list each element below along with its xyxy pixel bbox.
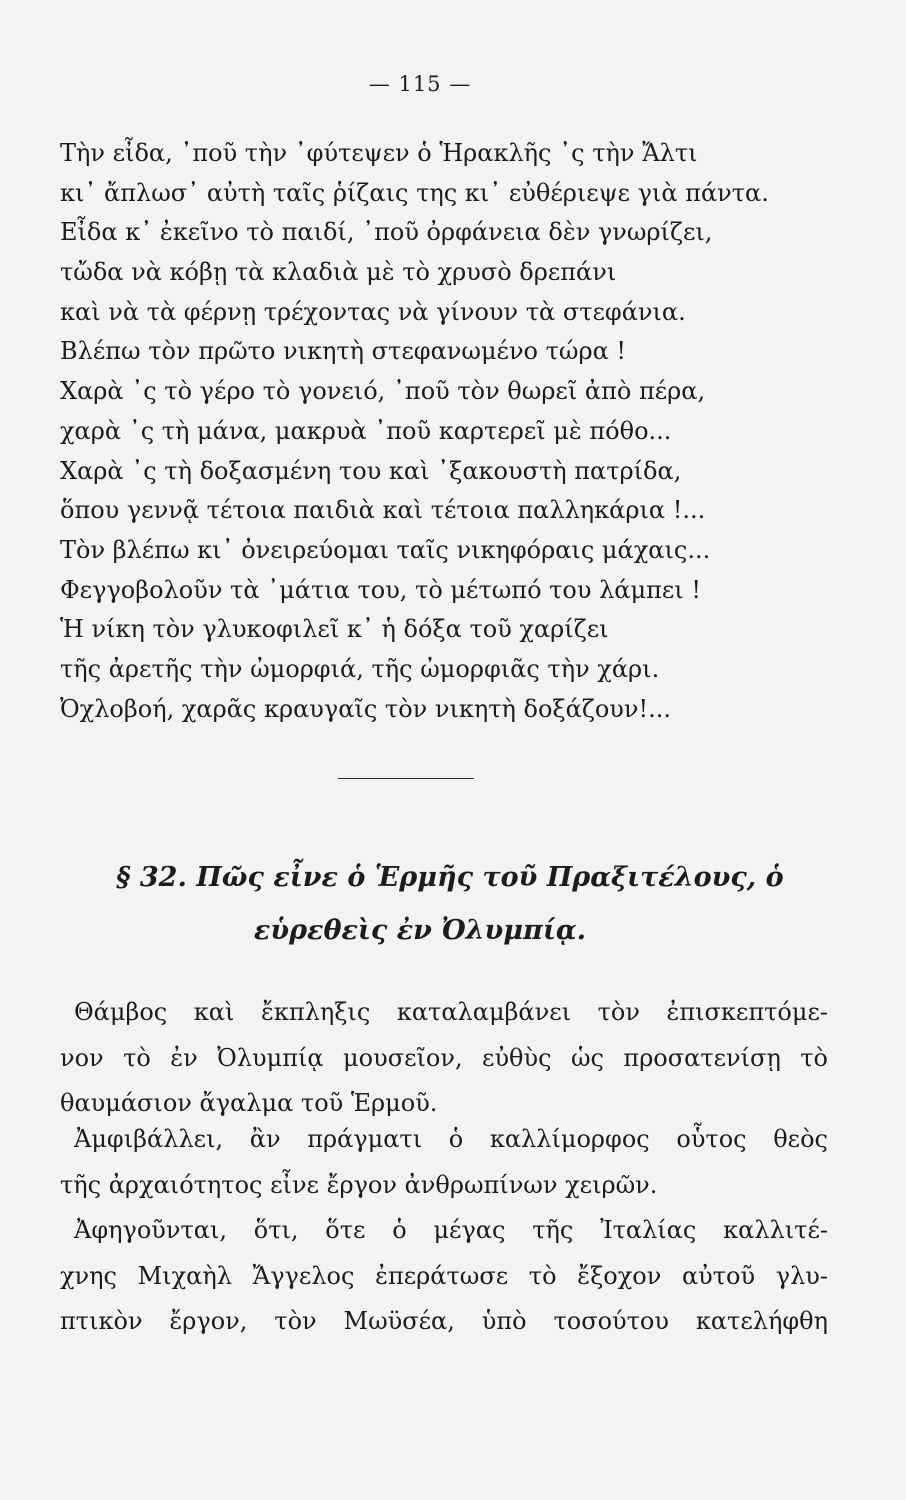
poem-line: Τὴν εἶδα, ᾽ποῦ τὴν ᾽φύτεψεν ὁ Ἡρακλῆς ᾽ς τὴν Ἄλτι: [60, 139, 698, 167]
paragraph: [60, 990, 828, 1127]
poem-line: Χαρὰ ᾽ς τὴ δοξασμένη του καὶ ᾽ξακουστὴ πατρίδα,: [60, 456, 682, 485]
paragraph: [60, 1208, 828, 1345]
section-heading: § 32. Πῶς εἶνε ὁ Ἑρμῆς τοῦ Πραξιτέλους, ὁ: [116, 862, 784, 893]
poem-line: χαρὰ ᾽ς τὴ μάνα, μακρυὰ ᾽ποῦ καρτερεῖ μὲ πόθο...: [60, 416, 672, 445]
poem-line: Χαρὰ ᾽ς τὸ γέρο τὸ γονειό, ᾽ποῦ τὸν θωρεῖ ἀπὸ πέρα,: [60, 377, 706, 406]
poem-line: ὅπου γεννᾷ τέτοια παιδιὰ καὶ τέτοια παλληκάρια !...: [60, 496, 706, 525]
paragraph-line: Ἀμφιβάλλει, ἂν πράγματι ὁ καλλίμορφος οὗτος θεὸς: [74, 1125, 828, 1153]
poem-line: τῆς ἀρετῆς τὴν ὠμορφιά, τῆς ὠμορφιᾶς τὴν χάρι.: [60, 654, 660, 683]
poem-line: τὤδα νὰ κόβῃ τὰ κλαδιὰ μὲ τὸ χρυσὸ δρεπάνι: [60, 258, 617, 287]
poem-line: Φεγγοβολοῦν τὰ ᾽μάτια του, τὸ μέτωπό του λάμπει !: [60, 575, 701, 604]
paragraph-line: χνης Μιχαὴλ Ἄγγελος ἐπεράτωσε τὸ ἔξοχον αὐτοῦ γλυ-: [60, 1261, 828, 1290]
poem-line: Τὸν βλέπω κι᾽ ὀνειρεύομαι ταῖς νικηφόραις μάχαις...: [60, 535, 711, 564]
paragraph-line: θαυμάσιον ἄγαλμα τοῦ Ἑρμοῦ.: [60, 1089, 438, 1117]
section-heading-continued: εὑρεθεὶς ἐν Ὀλυμπίᾳ.: [253, 915, 587, 946]
poem-line: καὶ νὰ τὰ φέρνῃ τρέχοντας νὰ γίνουν τὰ στεφάνια.: [60, 297, 686, 326]
page-number: — 115 —: [368, 72, 472, 96]
paragraph-line: πτικὸν ἔργον, τὸν Μωϋσέα, ὑπὸ τοσούτου κατελήφθη: [60, 1307, 828, 1335]
poem-line: Εἶδα κ᾽ ἐκεῖνο τὸ παιδί, ᾽ποῦ ὀρφάνεια δὲν γνωρίζει,: [60, 218, 713, 247]
paragraph-line: τῆς ἀρχαιότητος εἶνε ἔργον ἀνθρωπίνων χειρῶν.: [60, 1170, 658, 1199]
poem: [60, 134, 820, 729]
section-divider: [338, 778, 474, 779]
poem-line: Ὀχλοβοή, χαρᾶς κραυγαῖς τὸν νικητὴ δοξάζουν!...: [60, 694, 672, 723]
poem-line: κι᾽ ἄπλωσ᾽ αὐτὴ ταῖς ῥίζαις της κι᾽ εὐθέριεψε γιὰ πάντα.: [60, 178, 769, 207]
poem-line: Ἡ νίκη τὸν γλυκοφιλεῖ κ᾽ ἡ δόξα τοῦ χαρίζει: [60, 615, 609, 644]
paragraph-line: Θάμβος καὶ ἔκπληξις καταλαμβάνει τὸν ἐπισκεπτόμε-: [74, 998, 828, 1026]
poem-line: Βλέπω τὸν πρῶτο νικητὴ στεφανωμένο τώρα !: [60, 337, 627, 366]
paragraph-line: Ἀφηγοῦνται, ὅτι, ὅτε ὁ μέγας τῆς Ἰταλίας καλλιτέ-: [74, 1216, 828, 1244]
paragraph: [60, 1117, 828, 1208]
paragraph-line: νον τὸ ἐν Ὀλυμπίᾳ μουσεῖον, εὐθὺς ὡς προσατενίσῃ τὸ: [60, 1043, 828, 1072]
